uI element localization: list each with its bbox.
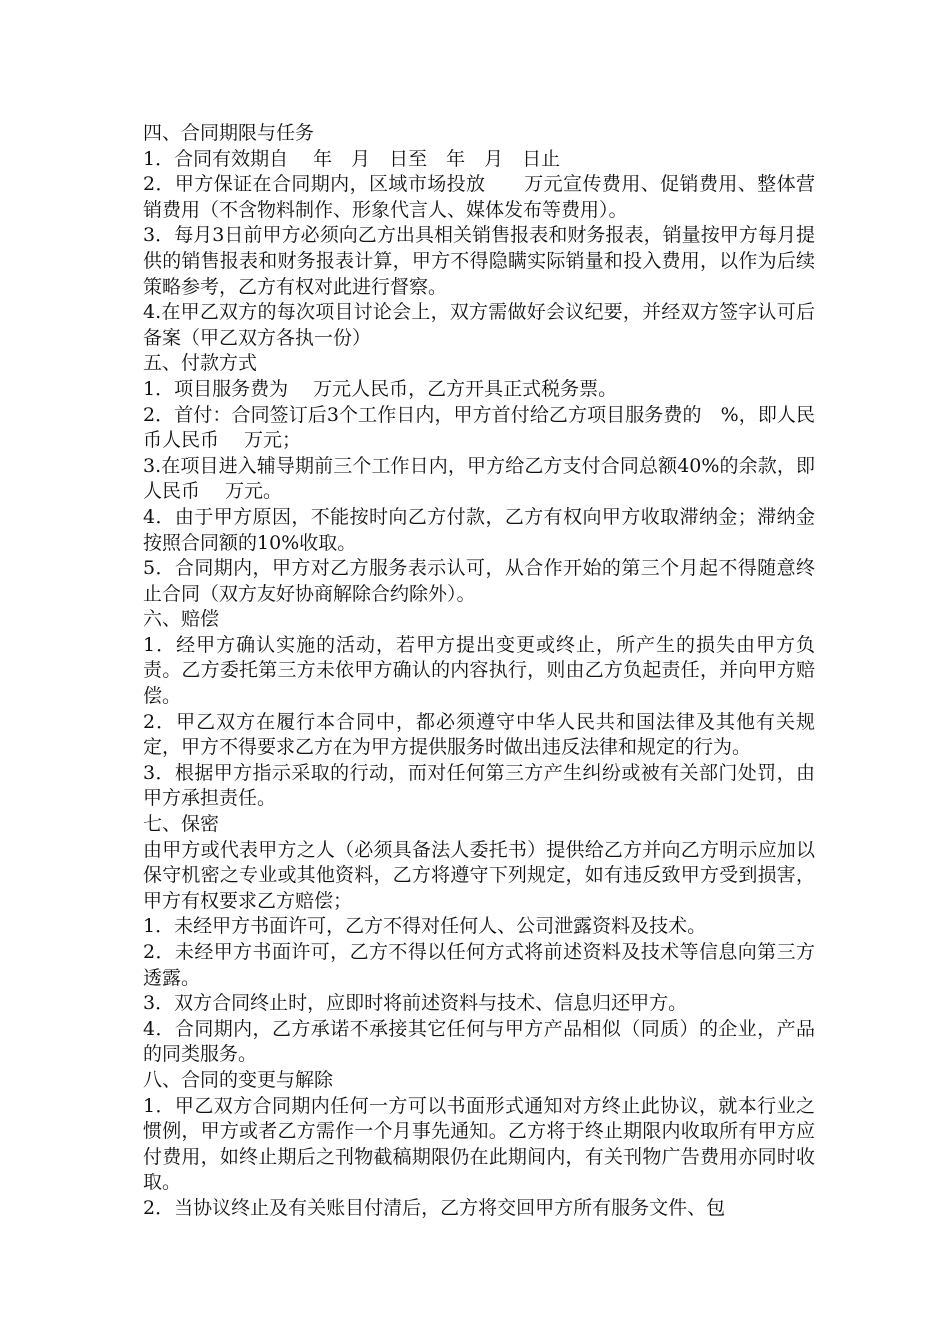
paragraph: 2．首付：合同签订后3个工作日内，甲方首付给乙方项目服务费的 %，即人民币人民币 万元； <box>143 403 815 452</box>
paragraph: 4.在甲乙双方的每次项目讨论会上，双方需做好会议纪要，并经双方签字认可后备案（甲乙双方各执一份） <box>143 301 815 349</box>
paragraph: 2．未经甲方书面许可，乙方不得以任何方式将前述资料及技术等信息向第三方透露。 <box>143 941 815 989</box>
section-heading-confidentiality: 七、保密 <box>143 813 220 836</box>
paragraph: 2．甲乙双方在履行本合同中，都必须遵守中华人民共和国法律及其他有关规定，甲方不得要求乙方在为甲方提供服务时做出违反法律和规定的行为。 <box>143 710 815 759</box>
paragraph: 4．合同期内，乙方承诺不承接其它任何与甲方产品相似（同质）的企业，产品的同类服务。 <box>143 1017 815 1066</box>
paragraph: 2．甲方保证在合同期内，区域市场投放 万元宣传费用、促销费用、整体营销费用（不含物料制作、形象代言人、媒体发布等费用）。 <box>143 173 815 221</box>
paragraph: 1．甲乙双方合同期内任何一方可以书面形式通知对方终止此协议，就本行业之惯例，甲方或者乙方需作一个月事先通知。乙方将于终止期限内收取所有甲方应付费用，如终止期后之刊物截稿期限仍在此期间内，有关刊物广告费用亦同时收取。 <box>143 1094 815 1194</box>
paragraph: 1．经甲方确认实施的活动，若甲方提出变更或终止，所产生的损失由甲方负责。乙方委托第三方未依甲方确认的内容执行，则由乙方负起责任，并向甲方赔偿。 <box>143 633 815 708</box>
paragraph: 3．每月3日前甲方必须向乙方出具相关销售报表和财务报表，销量按甲方每月提供的销售报表和财务报表计算，甲方不得隐瞒实际销量和投入费用，以作为后续策略参考，乙方有权对此进行督察。 <box>143 224 815 298</box>
paragraph: 3.在项目进入辅导期前三个工作日内，甲方给乙方支付合同总额40%的余款，即人民币 万元。 <box>143 454 815 503</box>
paragraph: 1．未经甲方书面许可，乙方不得对任何人、公司泄露资料及技术。 <box>143 915 707 938</box>
paragraph: 由甲方或代表甲方之人（必须具备法人委托书）提供给乙方并向乙方明示应加以保守机密之专业或其他资料，乙方将遵守下列规定，如有违反致甲方受到损害，甲方有权要求乙方赔偿； <box>143 838 815 912</box>
section-heading-compensation: 六、赔偿 <box>143 608 220 631</box>
paragraph: 1．合同有效期自 年 月 日至 年 月 日止 <box>143 147 561 170</box>
paragraph: 4．由于甲方原因，不能按时向乙方付款，乙方有权向甲方收取滞纳金；滞纳金按照合同额的10%收取。 <box>143 505 815 554</box>
paragraph: 5．合同期内，甲方对乙方服务表示认可，从合作开始的第三个月起不得随意终止合同（双方友好协商解除合约除外）。 <box>143 557 815 605</box>
paragraph: 1．项目服务费为 万元人民币，乙方开具正式税务票。 <box>143 377 618 400</box>
section-heading-term: 四、合同期限与任务 <box>143 122 315 144</box>
document-body <box>143 121 815 1222</box>
section-heading-payment: 五、付款方式 <box>143 352 258 375</box>
paragraph: 3．根据甲方指示采取的行动，而对任何第三方产生纠纷或被有关部门处罚，由甲方承担责任。 <box>143 761 815 810</box>
paragraph: 3．双方合同终止时，应即时将前述资料与技术、信息归还甲方。 <box>143 992 688 1015</box>
paragraph: 2．当协议终止及有关账目付清后，乙方将交回甲方所有服务文件、包 <box>143 1196 726 1219</box>
section-heading-change-termination: 八、合同的变更与解除 <box>143 1068 334 1091</box>
